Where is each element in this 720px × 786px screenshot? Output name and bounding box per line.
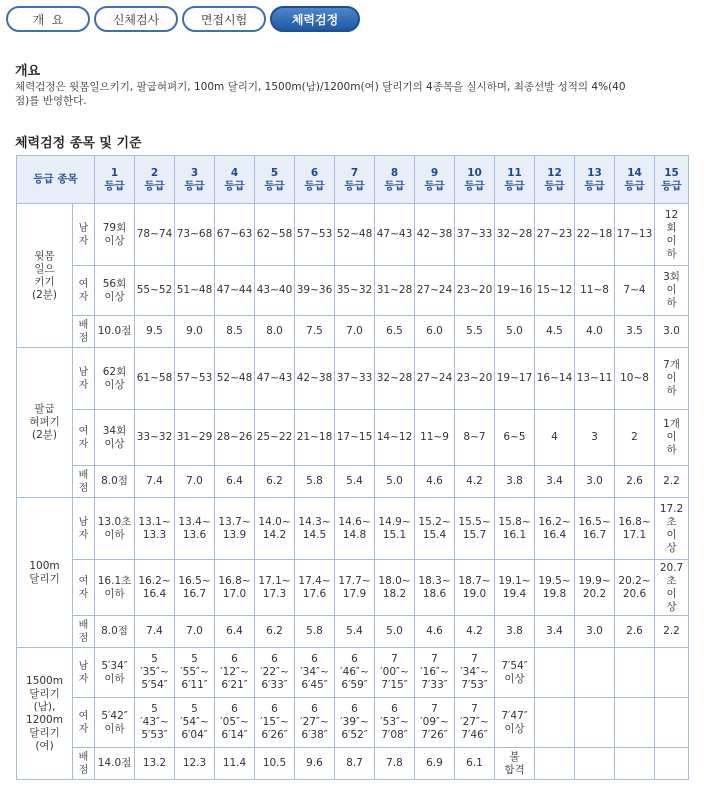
grade-cell: 5.0 — [375, 616, 415, 648]
grade-cell — [535, 698, 575, 748]
grade-cell: 31~29 — [175, 410, 215, 466]
grade-cell: 37~33 — [335, 348, 375, 410]
grade-cell: 5′34″ 이하 — [95, 648, 135, 698]
grade-cell: 11.4 — [215, 748, 255, 780]
tab-overview[interactable]: 개 요 — [6, 6, 90, 32]
grade-cell: 13~11 — [575, 348, 615, 410]
grade-cell — [615, 698, 655, 748]
grade-cell — [655, 698, 689, 748]
event-name: 윗몸 일으 키기 (2분) — [17, 204, 73, 348]
grade-cell: 5 ′35″~ 5′54″ — [135, 648, 175, 698]
corner-header: 등급 종목 — [17, 156, 95, 204]
grade-cell: 42~38 — [295, 348, 335, 410]
grade-cell: 7.0 — [175, 466, 215, 498]
grade-cell: 35~32 — [335, 266, 375, 316]
grade-cell: 7.0 — [175, 616, 215, 648]
grade-header: 14 등급 — [615, 156, 655, 204]
grade-header: 7 등급 — [335, 156, 375, 204]
grade-cell: 6.9 — [415, 748, 455, 780]
grade-cell: 42~38 — [415, 204, 455, 266]
grade-cell: 14~12 — [375, 410, 415, 466]
row-label: 남 자 — [73, 348, 95, 410]
grade-cell: 17~15 — [335, 410, 375, 466]
grade-cell: 73~68 — [175, 204, 215, 266]
event-name: 팔굽 혀펴기 (2분) — [17, 348, 73, 498]
grade-cell: 8.0 — [255, 316, 295, 348]
grade-cell: 14.9~ 15.1 — [375, 498, 415, 560]
grade-cell: 17.7~ 17.9 — [335, 560, 375, 616]
grade-cell: 3.5 — [615, 316, 655, 348]
grade-cell: 51~48 — [175, 266, 215, 316]
grade-cell: 5.4 — [335, 466, 375, 498]
grade-cell: 19.5~ 19.8 — [535, 560, 575, 616]
grade-cell: 4.0 — [575, 316, 615, 348]
row-label: 여 자 — [73, 410, 95, 466]
grade-cell: 43~40 — [255, 266, 295, 316]
female-row — [17, 560, 689, 616]
grade-cell: 6 ′27″~ 6′38″ — [295, 698, 335, 748]
grade-cell: 2.6 — [615, 466, 655, 498]
grade-cell: 5.8 — [295, 616, 335, 648]
grade-cell: 22~18 — [575, 204, 615, 266]
grade-cell: 14.0점 — [95, 748, 135, 780]
row-label: 배 점 — [73, 466, 95, 498]
grade-cell: 62~58 — [255, 204, 295, 266]
grade-cell: 10.0점 — [95, 316, 135, 348]
grade-cell: 5 ′55″~ 6′11″ — [175, 648, 215, 698]
male-row — [17, 648, 689, 698]
grade-cell: 5 ′54″~ 6′04″ — [175, 698, 215, 748]
grade-cell: 5.8 — [295, 466, 335, 498]
female-row — [17, 698, 689, 748]
tab-interview[interactable]: 면접시험 — [182, 6, 266, 32]
grade-cell: 3.0 — [655, 316, 689, 348]
grade-cell: 27~24 — [415, 266, 455, 316]
grade-cell: 3 — [575, 410, 615, 466]
grade-cell: 17.4~ 17.6 — [295, 560, 335, 616]
grade-cell: 5.0 — [495, 316, 535, 348]
grade-cell: 25~22 — [255, 410, 295, 466]
grade-cell: 5.0 — [375, 466, 415, 498]
grade-cell: 79회 이상 — [95, 204, 135, 266]
grade-cell: 10~8 — [615, 348, 655, 410]
row-label: 남 자 — [73, 204, 95, 266]
grade-header: 12 등급 — [535, 156, 575, 204]
grade-cell: 2.6 — [615, 616, 655, 648]
standards-title: 체력검정 종목 및 기준 — [15, 136, 142, 151]
grade-cell: 7 ′16″~ 7′33″ — [415, 648, 455, 698]
female-row — [17, 410, 689, 466]
grade-cell: 6 ′34″~ 6′45″ — [295, 648, 335, 698]
grade-cell: 8.7 — [335, 748, 375, 780]
row-label: 여 자 — [73, 560, 95, 616]
grade-cell — [615, 748, 655, 780]
grade-cell: 6.4 — [215, 466, 255, 498]
grade-cell: 5′42″ 이하 — [95, 698, 135, 748]
row-label: 남 자 — [73, 648, 95, 698]
grade-cell: 13.1~ 13.3 — [135, 498, 175, 560]
grade-cell: 15~12 — [535, 266, 575, 316]
grade-cell: 6 ′53″~ 7′08″ — [375, 698, 415, 748]
grade-cell: 20.7 초 이 상 — [655, 560, 689, 616]
grade-cell: 3.8 — [495, 616, 535, 648]
grade-cell: 7.8 — [375, 748, 415, 780]
grade-cell: 7.4 — [135, 616, 175, 648]
grade-cell: 6.4 — [215, 616, 255, 648]
grade-cell: 16.8~ 17.1 — [615, 498, 655, 560]
row-label: 여 자 — [73, 698, 95, 748]
grade-cell: 4.6 — [415, 616, 455, 648]
grade-cell: 37~33 — [455, 204, 495, 266]
grade-cell: 6 ′46″~ 6′59″ — [335, 648, 375, 698]
grade-cell: 16.2~ 16.4 — [535, 498, 575, 560]
grade-cell — [655, 648, 689, 698]
grade-cell: 불 합격 — [495, 748, 535, 780]
grade-cell: 4.5 — [535, 316, 575, 348]
grade-cell: 55~52 — [135, 266, 175, 316]
grade-header: 3 등급 — [175, 156, 215, 204]
grade-cell: 7 ′00″~ 7′15″ — [375, 648, 415, 698]
score-row — [17, 466, 689, 498]
grade-cell: 14.6~ 14.8 — [335, 498, 375, 560]
grade-cell: 2.2 — [655, 616, 689, 648]
grade-cell: 12.3 — [175, 748, 215, 780]
fitness-standards-table — [16, 155, 689, 780]
tab-bar — [6, 6, 360, 36]
grade-cell: 39~36 — [295, 266, 335, 316]
grade-cell: 5.4 — [335, 616, 375, 648]
grade-cell: 14.0~ 14.2 — [255, 498, 295, 560]
grade-cell: 17.2 초 이 상 — [655, 498, 689, 560]
grade-cell: 7 ′34″~ 7′53″ — [455, 648, 495, 698]
grade-cell: 6.5 — [375, 316, 415, 348]
grade-cell: 14.3~ 14.5 — [295, 498, 335, 560]
row-label: 여 자 — [73, 266, 95, 316]
grade-cell: 47~43 — [375, 204, 415, 266]
grade-cell: 11~8 — [575, 266, 615, 316]
female-row — [17, 266, 689, 316]
grade-cell: 19.1~ 19.4 — [495, 560, 535, 616]
grade-cell: 13.4~ 13.6 — [175, 498, 215, 560]
grade-header: 10 등급 — [455, 156, 495, 204]
grade-cell: 7.0 — [335, 316, 375, 348]
grade-cell: 7.4 — [135, 466, 175, 498]
grade-header: 11 등급 — [495, 156, 535, 204]
overview-text: 체력검정은 윗몸일으키기, 팔굽혀펴기, 100m 달리기, 1500m(남)/1200m(여) 달리기의 4종목을 실시하며, 최종선발 성적의 4%(40점)를 반영한다. — [15, 81, 626, 107]
grade-header: 2 등급 — [135, 156, 175, 204]
grade-cell: 3.4 — [535, 466, 575, 498]
grade-cell — [575, 648, 615, 698]
grade-cell: 16.1초 이하 — [95, 560, 135, 616]
row-label: 남 자 — [73, 498, 95, 560]
grade-cell: 18.0~ 18.2 — [375, 560, 415, 616]
grade-header: 9 등급 — [415, 156, 455, 204]
grade-cell: 32~28 — [495, 204, 535, 266]
grade-cell: 3.0 — [575, 616, 615, 648]
grade-cell: 15.2~ 15.4 — [415, 498, 455, 560]
grade-header: 4 등급 — [215, 156, 255, 204]
grade-cell: 15.5~ 15.7 — [455, 498, 495, 560]
score-row — [17, 748, 689, 780]
grade-header: 1 등급 — [95, 156, 135, 204]
grade-cell: 2.2 — [655, 466, 689, 498]
row-label: 배 점 — [73, 316, 95, 348]
grade-cell: 6.2 — [255, 466, 295, 498]
event-name: 1500m 달리기 (남), 1200m 달리기 (여) — [17, 648, 73, 780]
grade-cell: 19~17 — [495, 348, 535, 410]
grade-cell: 62회 이상 — [95, 348, 135, 410]
grade-cell: 47~43 — [255, 348, 295, 410]
grade-cell: 13.2 — [135, 748, 175, 780]
grade-cell: 6 ′15″~ 6′26″ — [255, 698, 295, 748]
grade-cell: 3.4 — [535, 616, 575, 648]
grade-cell: 3회 이 하 — [655, 266, 689, 316]
grade-cell: 31~28 — [375, 266, 415, 316]
grade-cell: 15.8~ 16.1 — [495, 498, 535, 560]
grade-cell: 6 ′22″~ 6′33″ — [255, 648, 295, 698]
grade-cell: 16.2~ 16.4 — [135, 560, 175, 616]
grade-cell: 13.7~ 13.9 — [215, 498, 255, 560]
grade-cell: 18.7~ 19.0 — [455, 560, 495, 616]
grade-cell: 56회 이상 — [95, 266, 135, 316]
grade-cell: 4.6 — [415, 466, 455, 498]
tab-physical-exam[interactable]: 신체검사 — [94, 6, 178, 32]
grade-cell: 7~4 — [615, 266, 655, 316]
grade-cell: 4.2 — [455, 616, 495, 648]
grade-cell: 9.5 — [135, 316, 175, 348]
grade-cell: 6.0 — [415, 316, 455, 348]
score-row — [17, 616, 689, 648]
grade-cell: 2 — [615, 410, 655, 466]
grade-cell: 52~48 — [335, 204, 375, 266]
grade-cell: 6.1 — [455, 748, 495, 780]
grade-cell — [615, 648, 655, 698]
tab-fitness-test[interactable]: 체력검정 — [270, 6, 360, 32]
male-row — [17, 348, 689, 410]
grade-cell: 10.5 — [255, 748, 295, 780]
grade-cell: 6 ′05″~ 6′14″ — [215, 698, 255, 748]
grade-cell: 7′54″ 이상 — [495, 648, 535, 698]
grade-cell: 6.2 — [255, 616, 295, 648]
grade-cell: 8.0점 — [95, 466, 135, 498]
grade-cell: 9.6 — [295, 748, 335, 780]
grade-cell — [575, 748, 615, 780]
grade-header: 5 등급 — [255, 156, 295, 204]
grade-cell: 7.5 — [295, 316, 335, 348]
grade-cell: 19~16 — [495, 266, 535, 316]
event-name: 100m 달리기 — [17, 498, 73, 648]
grade-cell: 13.0초 이하 — [95, 498, 135, 560]
grade-cell: 3.0 — [575, 466, 615, 498]
grade-cell — [655, 748, 689, 780]
grade-cell: 11~9 — [415, 410, 455, 466]
grade-cell: 23~20 — [455, 348, 495, 410]
grade-cell: 67~63 — [215, 204, 255, 266]
grade-cell: 78~74 — [135, 204, 175, 266]
grade-header: 6 등급 — [295, 156, 335, 204]
row-label: 배 점 — [73, 748, 95, 780]
grade-cell: 27~23 — [535, 204, 575, 266]
grade-cell: 28~26 — [215, 410, 255, 466]
grade-cell: 16.5~ 16.7 — [175, 560, 215, 616]
grade-cell: 6~5 — [495, 410, 535, 466]
male-row — [17, 498, 689, 560]
grade-cell: 7개 이 하 — [655, 348, 689, 410]
grade-cell: 27~24 — [415, 348, 455, 410]
grade-cell: 12 회 이 하 — [655, 204, 689, 266]
grade-cell: 20.2~ 20.6 — [615, 560, 655, 616]
grade-cell: 5 ′43″~ 5′53″ — [135, 698, 175, 748]
grade-cell: 3.8 — [495, 466, 535, 498]
grade-cell — [535, 648, 575, 698]
grade-cell: 8.5 — [215, 316, 255, 348]
male-row — [17, 204, 689, 266]
grade-cell: 6 ′12″~ 6′21″ — [215, 648, 255, 698]
grade-cell: 8~7 — [455, 410, 495, 466]
grade-cell: 57~53 — [175, 348, 215, 410]
grade-cell: 21~18 — [295, 410, 335, 466]
grade-cell: 33~32 — [135, 410, 175, 466]
grade-cell: 16~14 — [535, 348, 575, 410]
grade-cell: 6 ′39″~ 6′52″ — [335, 698, 375, 748]
grade-cell — [535, 748, 575, 780]
grade-cell: 19.9~ 20.2 — [575, 560, 615, 616]
grade-cell: 4 — [535, 410, 575, 466]
grade-header: 13 등급 — [575, 156, 615, 204]
grade-cell: 17.1~ 17.3 — [255, 560, 295, 616]
grade-cell: 52~48 — [215, 348, 255, 410]
grade-cell: 18.3~ 18.6 — [415, 560, 455, 616]
grade-cell: 5.5 — [455, 316, 495, 348]
grade-cell: 7 ′09″~ 7′26″ — [415, 698, 455, 748]
grade-cell: 47~44 — [215, 266, 255, 316]
grade-cell: 57~53 — [295, 204, 335, 266]
grade-cell: 7′47″ 이상 — [495, 698, 535, 748]
grade-cell: 16.5~ 16.7 — [575, 498, 615, 560]
grade-cell: 34회 이상 — [95, 410, 135, 466]
grade-cell: 8.0점 — [95, 616, 135, 648]
overview-title: 개요 — [15, 64, 41, 79]
score-row — [17, 316, 689, 348]
grade-cell: 7 ′27″~ 7′46″ — [455, 698, 495, 748]
grade-cell: 16.8~ 17.0 — [215, 560, 255, 616]
grade-header: 8 등급 — [375, 156, 415, 204]
grade-header-row — [17, 156, 689, 204]
grade-cell: 23~20 — [455, 266, 495, 316]
grade-cell: 61~58 — [135, 348, 175, 410]
grade-cell: 17~13 — [615, 204, 655, 266]
grade-cell: 1개 이 하 — [655, 410, 689, 466]
grade-cell: 32~28 — [375, 348, 415, 410]
grade-cell — [575, 698, 615, 748]
grade-header: 15 등급 — [655, 156, 689, 204]
row-label: 배 점 — [73, 616, 95, 648]
grade-cell: 9.0 — [175, 316, 215, 348]
grade-cell: 4.2 — [455, 466, 495, 498]
